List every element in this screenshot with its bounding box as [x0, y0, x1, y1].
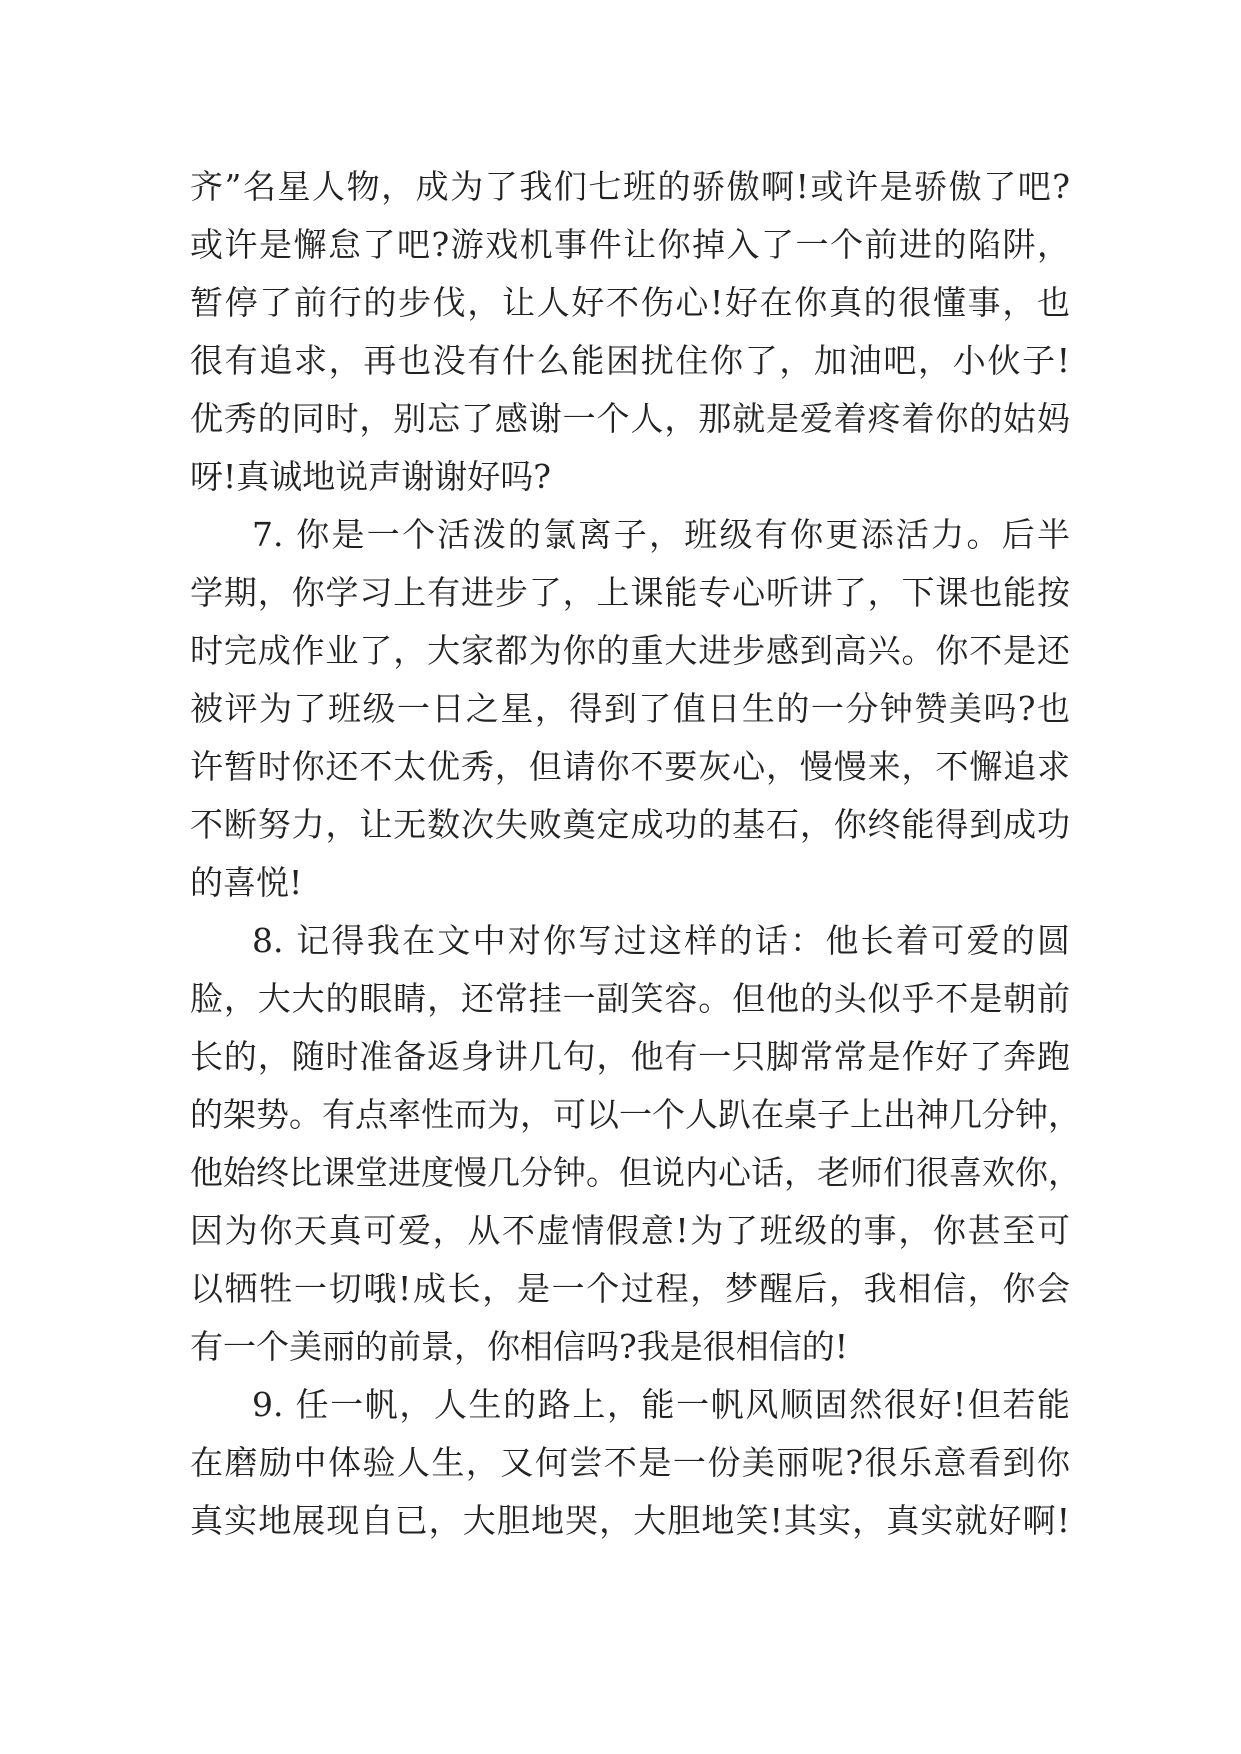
- text-line: 被评为了班级一日之星，得到了值日生的一分钟赞美吗?也: [190, 689, 1070, 728]
- document-body: [190, 158, 1081, 1550]
- text-line: 因为你天真可爱，从不虚情假意!为了班级的事，你甚至可: [190, 1211, 1070, 1250]
- text-line: 时完成作业了，大家都为你的重大进步感到高兴。你不是还: [190, 631, 1070, 670]
- text-line: 呀!真诚地说声谢谢好吗?: [190, 457, 551, 496]
- paragraph-first-line: 9. 任一帆，人生的路上，能一帆风顺固然很好!但若能: [252, 1385, 1070, 1424]
- text-line: 齐”名星人物，成为了我们七班的骄傲啊!或许是骄傲了吧?: [190, 167, 1070, 206]
- paragraph-first-line: 7. 你是一个活泼的氯离子，班级有你更添活力。后半: [252, 515, 1070, 554]
- text-line: 很有追求，再也没有什么能困扰住你了，加油吧，小伙子!: [190, 341, 1070, 380]
- text-line: 或许是懈怠了吧?游戏机事件让你掉入了一个前进的陷阱，: [190, 225, 1070, 264]
- text-line: 不断努力，让无数次失败奠定成功的基石，你终能得到成功: [190, 805, 1070, 844]
- text-line: 学期，你学习上有进步了，上课能专心听讲了，下课也能按: [190, 573, 1070, 612]
- text-line: 暂停了前行的步伐，让人好不伤心!好在你真的很懂事，也: [190, 283, 1070, 322]
- text-line: 许暂时你还不太优秀，但请你不要灰心，慢慢来，不懈追求: [190, 747, 1070, 786]
- text-line: 以牺牲一切哦!成长，是一个过程，梦醒后，我相信，你会: [190, 1269, 1070, 1308]
- text-line: 脸，大大的眼睛，还常挂一副笑容。但他的头似乎不是朝前: [190, 979, 1070, 1018]
- text-line: 优秀的同时，别忘了感谢一个人，那就是爱着疼着你的姑妈: [190, 399, 1070, 438]
- text-line: 在磨励中体验人生，又何尝不是一份美丽呢?很乐意看到你: [190, 1443, 1070, 1482]
- text-line: 的喜悦!: [190, 863, 303, 902]
- text-line: 的架势。有点率性而为，可以一个人趴在桌子上出神几分钟，: [190, 1095, 1081, 1134]
- text-line: 有一个美丽的前景，你相信吗?我是很相信的!: [190, 1327, 848, 1366]
- paragraph-first-line: 8. 记得我在文中对你写过这样的话：他长着可爱的圆: [252, 921, 1070, 960]
- text-line: 长的，随时准备返身讲几句，他有一只脚常常是作好了奔跑: [190, 1037, 1070, 1076]
- text-line: 真实地展现自已，大胆地哭，大胆地笑!其实，真实就好啊!: [190, 1501, 1070, 1540]
- text-line: 他始终比课堂进度慢几分钟。但说内心话，老师们很喜欢你，: [190, 1153, 1081, 1192]
